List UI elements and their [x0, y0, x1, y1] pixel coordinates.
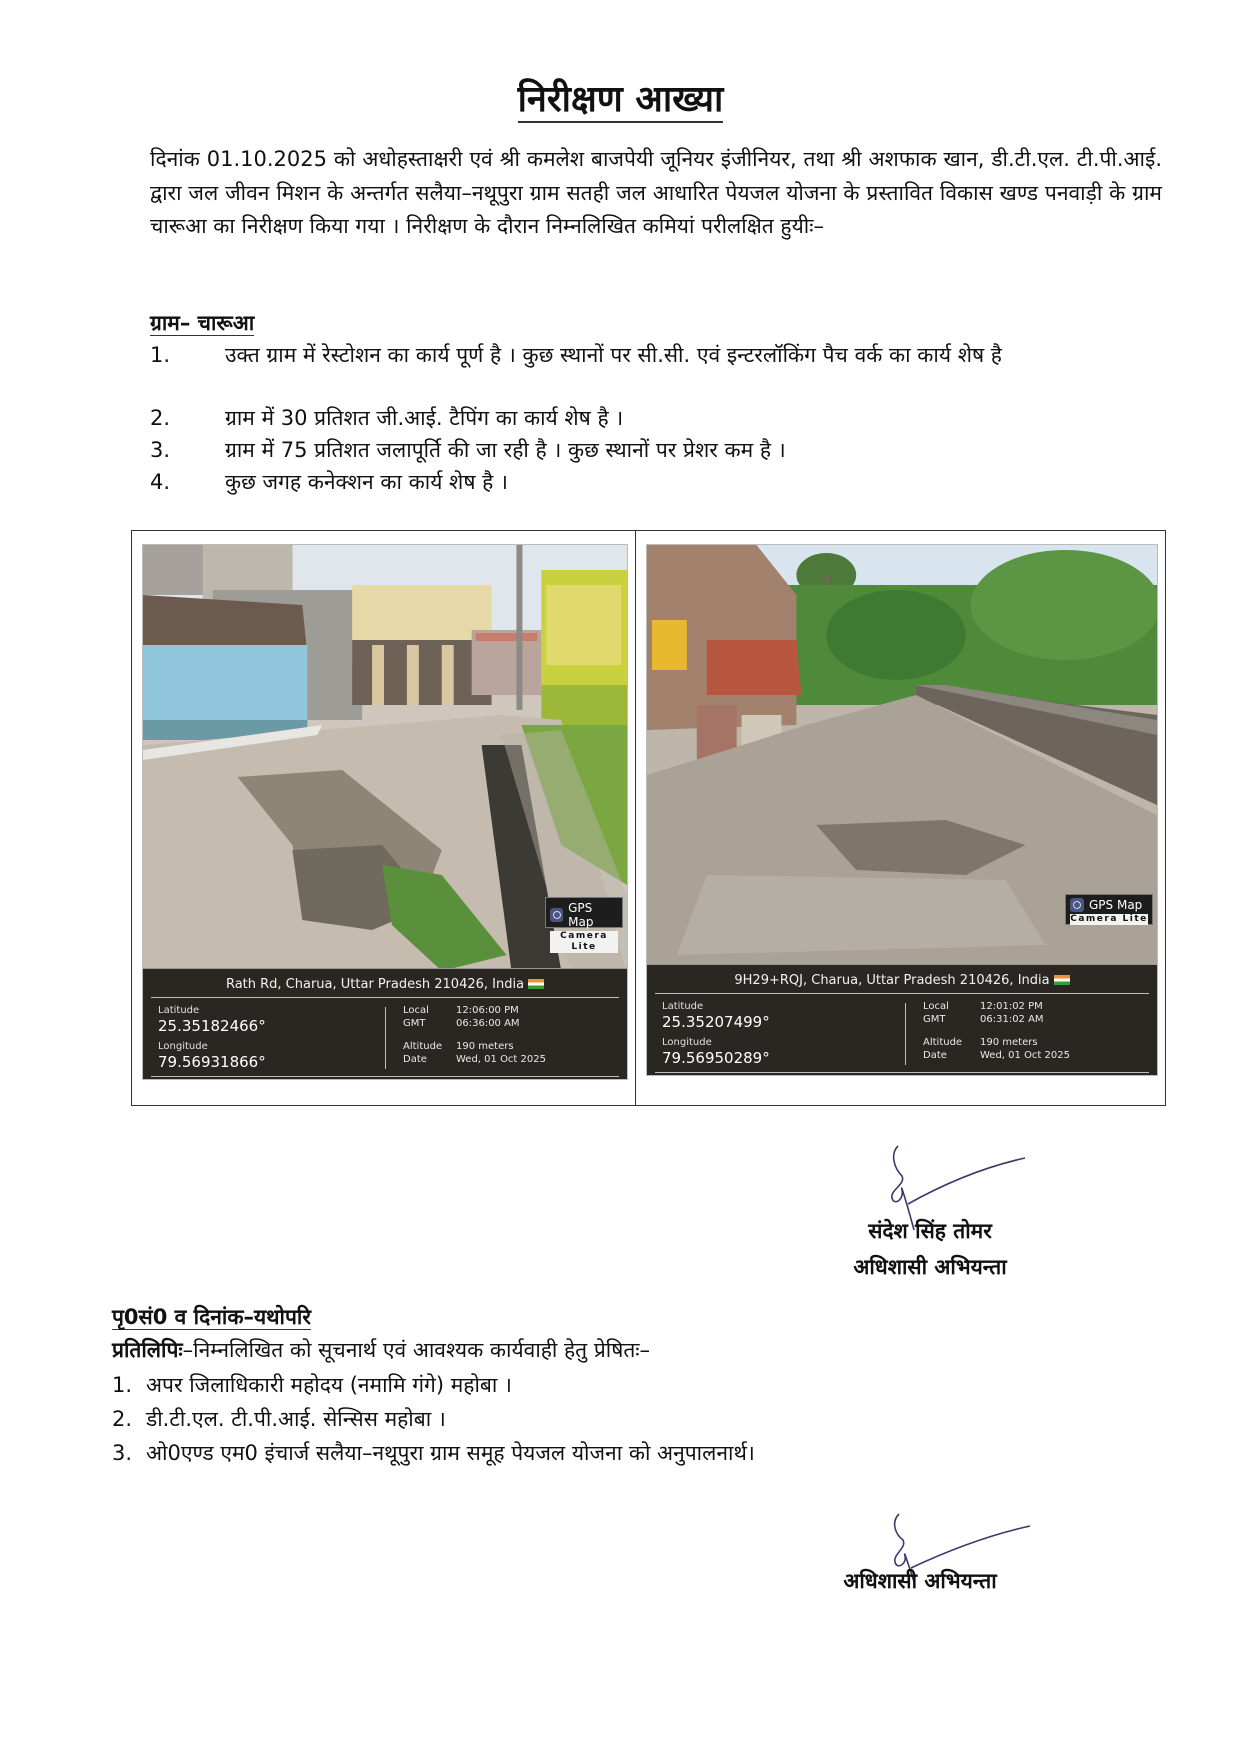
date-value: Wed, 01 Oct 2025	[980, 1050, 1070, 1061]
footer-signatory	[820, 1563, 1020, 1599]
latitude-label: Latitude	[158, 1005, 200, 1016]
local-time: 12:01:02 PM	[980, 1001, 1043, 1012]
date-label: Date	[403, 1054, 427, 1065]
latitude-value: 25.35182466°	[158, 1017, 266, 1035]
finding-text: ग्राम में 75 प्रतिशत जलापूर्ति की जा रही है । कुछ स्थानों पर प्रेशर कम है ।	[225, 438, 786, 462]
finding-item	[150, 340, 1162, 400]
gps-address: 9H29+RQJ, Charua, Uttar Pradesh 210426, India	[655, 969, 1149, 994]
gps-overlay	[143, 968, 627, 1079]
report-title-text: निरीक्षण आख्या	[518, 79, 724, 123]
gmt-time: 06:36:00 AM	[456, 1018, 520, 1029]
finding-item	[150, 403, 1162, 433]
reference-heading: पृ0सं0 व दिनांक–यथोपरि	[112, 1305, 311, 1329]
village-heading	[150, 308, 254, 338]
finding-item	[150, 435, 1162, 465]
recipient-text: ओ0एण्ड एम0 इंचार्ज सलैया–नथूपुरा ग्राम समूह पेयजल योजना को अनुपालनार्थ।	[146, 1441, 755, 1465]
badge-title: GPS Map	[568, 901, 594, 929]
badge-title: GPS Map	[1089, 898, 1143, 912]
longitude-label: Longitude	[158, 1041, 208, 1052]
table-divider	[635, 531, 636, 1105]
gps-overlay	[647, 964, 1157, 1075]
recipient-text: डी.टी.एल. टी.पी.आई. सेन्सिस महोबा ।	[146, 1407, 446, 1431]
date-value: Wed, 01 Oct 2025	[456, 1054, 546, 1065]
recipient-item	[112, 1403, 1152, 1435]
longitude-value: 79.56931866°	[158, 1053, 266, 1071]
gps-camera-badge	[1065, 894, 1153, 925]
site-photo-1	[142, 544, 628, 1080]
gps-camera-badge	[545, 897, 623, 952]
gmt-label: GMT	[923, 1014, 946, 1025]
finding-item	[150, 467, 1162, 497]
finding-number: 4.	[150, 470, 171, 494]
signatory-block	[830, 1213, 1030, 1285]
longitude-label: Longitude	[662, 1037, 712, 1048]
india-flag-icon	[1054, 975, 1070, 985]
altitude-value: 190 meters	[980, 1037, 1038, 1048]
village-heading-text: ग्राम– चारूआ	[150, 311, 255, 335]
local-label: Local	[403, 1005, 429, 1016]
latitude-label: Latitude	[662, 1001, 704, 1012]
gmt-time: 06:31:02 AM	[980, 1014, 1044, 1025]
recipient-number: 1.	[112, 1373, 133, 1397]
report-title	[0, 78, 1241, 122]
gmt-label: GMT	[403, 1018, 426, 1029]
altitude-label: Altitude	[403, 1041, 443, 1052]
finding-number: 3.	[150, 438, 171, 462]
altitude-label: Altitude	[923, 1037, 963, 1048]
copy-label: प्रतिलिपिः	[112, 1338, 183, 1362]
badge-subtitle: Camera Lite	[550, 931, 618, 953]
finding-text: ग्राम में 30 प्रतिशत जी.आई. टैपिंग का कार्य शेष है ।	[225, 406, 624, 430]
gps-address: Rath Rd, Charua, Uttar Pradesh 210426, India	[151, 973, 619, 998]
signatory-designation: अधिशासी अभियन्ता	[853, 1255, 1007, 1279]
finding-number: 2.	[150, 406, 171, 430]
local-time: 12:06:00 PM	[456, 1005, 519, 1016]
finding-text: उक्त ग्राम में रेस्टोशन का कार्य पूर्ण है । कुछ स्थानों पर सी.सी. एवं इन्टरलॉकिंग पैच वर्क का कार्य शेष है	[225, 343, 1002, 367]
site-photo-2	[646, 544, 1158, 1076]
recipient-number: 2.	[112, 1407, 133, 1431]
badge-subtitle: Camera Lite	[1070, 914, 1148, 924]
latitude-value: 25.35207499°	[662, 1013, 770, 1031]
date-label: Date	[923, 1050, 947, 1061]
camera-app-icon	[1070, 898, 1084, 912]
recipient-number: 3.	[112, 1441, 133, 1465]
recipient-item	[112, 1437, 1152, 1469]
photo-table	[131, 530, 1166, 1106]
longitude-value: 79.56950289°	[662, 1049, 770, 1067]
footer-designation: अधिशासी अभियन्ता	[843, 1569, 997, 1593]
local-label: Local	[923, 1001, 949, 1012]
camera-app-icon	[550, 908, 563, 922]
copy-intro-text: –निम्नलिखित को सूचनार्थ एवं आवश्यक कार्यवाही हेतु प्रेषितः–	[182, 1338, 651, 1362]
recipient-text: अपर जिलाधिकारी महोदय (नमामि गंगे) महोबा ।	[146, 1373, 512, 1397]
finding-number: 1.	[150, 343, 171, 367]
intro-paragraph: दिनांक 01.10.2025 को अधोहस्ताक्षरी एवं श्री कमलेश बाजपेयी जूनियर इंजीनियर, तथा श्री अशफाक खान, डी.टी.एल. टी.पी.आई. द्वारा जल जीवन मिशन के अन्तर्गत सलैया–नथूपुरा ग्राम सतही जल आधारित पेयजल योजना के प्रस्तावित विकास खण्ड पनवाड़ी के ग्राम चारूआ का निरीक्षण किया गया । निरीक्षण के दौरान निम्नलिखित कमियां परीलक्षित हुयीः–	[150, 147, 1162, 238]
signatory-name: संदेश सिंह तोमर	[868, 1219, 992, 1243]
recipient-item	[112, 1369, 1152, 1401]
finding-text: कुछ जगह कनेक्शन का कार्य शेष है ।	[225, 470, 508, 494]
india-flag-icon	[528, 979, 544, 989]
copy-intro	[112, 1334, 1152, 1366]
altitude-value: 190 meters	[456, 1041, 514, 1052]
